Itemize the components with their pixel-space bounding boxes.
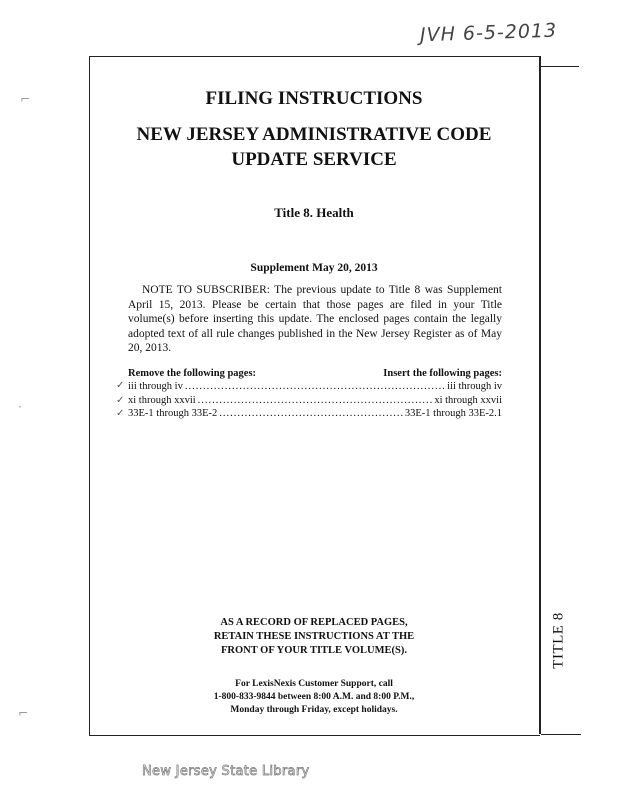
scan-mark-icon: ⌐ — [20, 92, 31, 106]
record-notice-line3: FRONT OF YOUR TITLE VOLUME(S). — [221, 645, 407, 656]
insert-pages: 33E-1 through 33E-2.1 — [404, 408, 502, 419]
code-title-line1: NEW JERSEY ADMINISTRATIVE CODE — [136, 124, 492, 145]
table-row — [116, 380, 502, 394]
support-notice — [89, 678, 539, 717]
table-row — [116, 394, 502, 408]
remove-header: Remove the following pages: — [128, 368, 257, 379]
handwritten-initials-date: JVH 6-5-2013 — [419, 19, 558, 47]
record-notice — [89, 616, 539, 658]
leader-dots — [219, 407, 403, 421]
leader-dots — [185, 380, 445, 394]
insert-pages: iii through iv — [447, 381, 502, 392]
side-tab-label: TITLE 8 — [550, 611, 567, 669]
record-notice-line2: RETAIN THESE INSTRUCTIONS AT THE — [213, 631, 415, 642]
insert-header: Insert the following pages: — [383, 368, 502, 379]
checkmark-icon: ✓ — [116, 380, 125, 391]
side-tab — [539, 590, 579, 690]
scan-mark-icon: · — [18, 400, 22, 414]
checkmark-icon: ✓ — [116, 408, 125, 419]
remove-pages: 33E-1 through 33E-2 — [128, 408, 218, 419]
support-notice-line1: For LexisNexis Customer Support, call — [235, 679, 393, 689]
scan-mark-icon: ⌐ — [18, 706, 29, 720]
remove-pages: iii through iv — [128, 381, 183, 392]
table-row — [116, 407, 502, 421]
insert-pages: xi through xxvii — [434, 394, 502, 406]
supplement-label: Supplement May 20, 2013 — [250, 262, 378, 274]
checkmark-icon: ✓ — [116, 394, 125, 406]
library-stamp: New Jersey State Library — [142, 764, 310, 779]
code-title — [89, 122, 539, 172]
record-notice-line1: AS A RECORD OF REPLACED PAGES, — [220, 617, 408, 628]
subscriber-note: NOTE TO SUBSCRIBER: The previous update to Title 8 was Supplement April 15, 2013. Please be certain that those pages are filed in your Title volume(s) before inserting this update. The enclosed pages contain the legally adopted text of all rule changes published in the New Jersey Register as of May 20, 2013. — [128, 284, 502, 354]
pages-table-header — [128, 368, 502, 379]
support-notice-line2: 1-800-833-9844 between 8:00 A.M. and 8:00 P.M., — [213, 692, 415, 702]
leader-dots — [198, 394, 433, 408]
pages-table — [116, 368, 502, 421]
remove-pages: xi through xxvii — [128, 394, 196, 406]
title-label: Title 8. Health — [274, 205, 354, 220]
code-title-line2: UPDATE SERVICE — [231, 149, 397, 170]
support-notice-line3: Monday through Friday, except holidays. — [230, 705, 398, 715]
side-tab-bottom-line — [541, 734, 581, 735]
page-title: FILING INSTRUCTIONS — [205, 88, 423, 109]
side-tab-top-line — [539, 66, 579, 67]
